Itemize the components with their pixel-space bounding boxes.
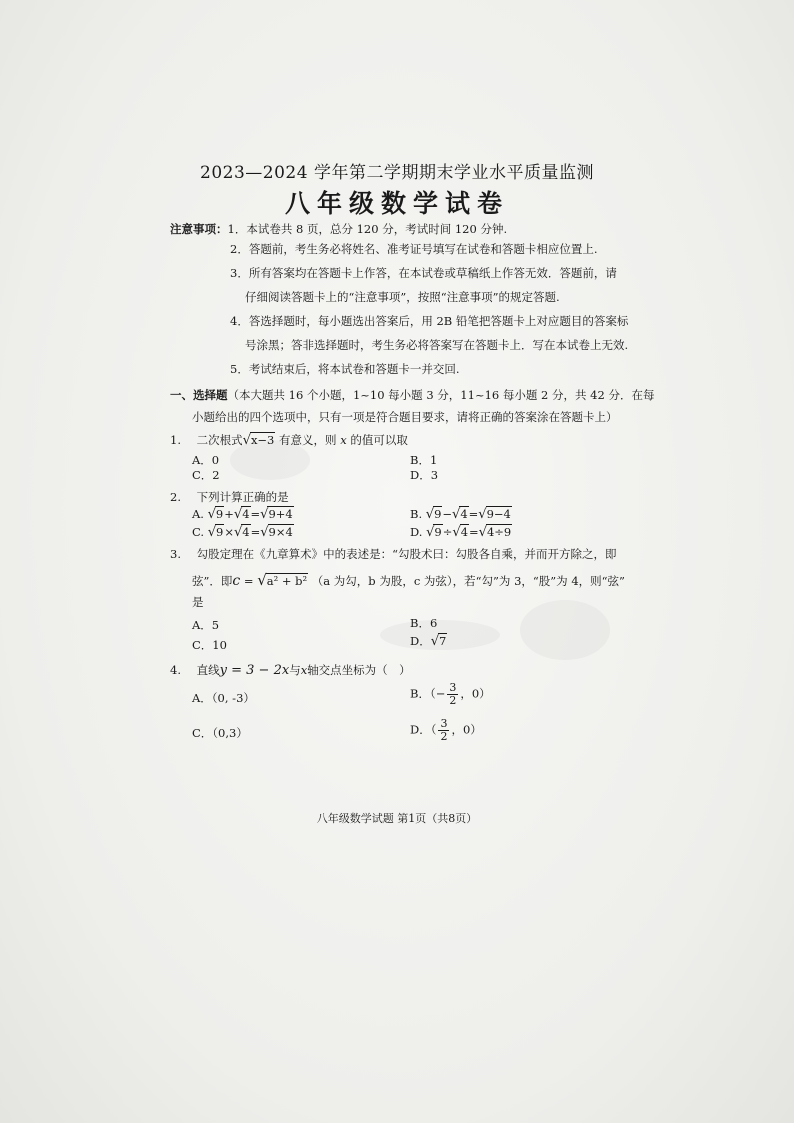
notes-block [170,217,507,241]
option-a: A．5 [192,618,220,632]
radicand: 4÷9 [486,525,512,539]
option-c: C．10 [192,638,227,652]
question-stem: 勾股定理在《九章算术》中的表述是：“勾股术曰：勾股各自乘，并而开方除之，即 [196,547,617,561]
operator: = [468,507,479,521]
section-heading [170,387,654,403]
radicand: 9×4 [268,525,293,539]
option-a: A. √9+√4=√9+4 [192,507,293,522]
section-desc: 小题给出的四个选项中，只有一项是符合题目要求，请将正确的答案涂在答题卡上） [192,410,618,424]
question-stem: 与 [289,663,301,677]
radicand: 9 [434,525,442,539]
question-number: 1. [170,433,181,447]
numerator: 3 [440,717,448,730]
option-label: D． [410,634,431,648]
formula-var: c [232,573,241,589]
section-label: 一、选择题 [170,388,228,402]
operator: × [224,525,234,539]
question-number: 4. [170,663,181,677]
option-tail: ，0） [460,686,491,701]
notes-label: 注意事项： [170,222,228,236]
operator: = [250,507,261,521]
question-stem: 的值可以取 [350,433,408,447]
radicand: 9−4 [486,507,511,521]
option-b [410,682,491,707]
question-1: 1. 二次根式√x−3 有意义，则 x 的值可以取 [170,433,408,448]
operator: + [224,507,234,521]
fraction [447,682,458,707]
question-stem: （a 为勾，b 为股，c 为弦），若“勾”为 3，“股”为 4，则“弦” [311,574,625,588]
variable: x [340,433,347,447]
operator: − [442,507,453,521]
radicand: 9 [215,507,224,521]
option-d: D. √9÷√4=√4÷9 [410,525,512,540]
question-stem: 下列计算正确的是 [196,490,289,504]
option-b: B．6 [410,616,438,630]
question-stem: 直线 [196,663,220,677]
question-3-line: 弦”．即c = √a² + b² （a 为勾，b 为股，c 为弦），若“勾”为 3，“股”为 4，则“弦” [192,571,625,589]
option-label: B．（ [410,686,436,701]
option-c: C. √9×√4=√9×4 [192,525,293,540]
note-item: 3．所有答案均在答题卡上作答，在本试卷或草稿纸上作答无效．答题前，请 [230,266,617,280]
scan-smudge [520,600,610,660]
note-item: 仔细阅读答题卡上的“注意事项”，按照“注意事项”的规定答题. [245,290,560,304]
question-stem: 是 [192,595,204,609]
note-item: 号涂黑；答非选择题时，考生务必将答案写在答题卡上．写在本试卷上无效. [245,338,629,352]
question-number: 2. [170,490,181,504]
denominator: 2 [440,730,448,743]
fraction [438,718,449,743]
operator: = [250,525,261,539]
note-item: 2．答题前，考生务必将姓名、准考证号填写在试卷和答题卡相应位置上. [230,242,598,256]
section-desc: （本大题共 16 个小题，1~10 每小题 3 分，11~16 每小题 2 分，共 42 分．在每 [227,388,655,402]
numerator: 3 [449,681,457,694]
option-tail: ，0） [451,722,482,737]
option-label: D．（ [410,722,437,737]
option-c: C．2 [192,468,220,482]
radicand: 9 [216,525,224,539]
question-number: 3. [170,547,181,561]
question-stem: 弦”．即 [192,574,233,588]
operator: = [469,525,479,539]
radicand: 9 [434,507,442,521]
radicand: 7 [439,634,447,648]
radicand: 4 [460,507,468,521]
option-b: B．1 [410,453,438,467]
option-c: C．（0,3） [192,726,248,740]
option-a: A．（0, -3） [192,691,255,705]
question-stem: 二次根式 [196,433,243,447]
page-footer: 八年级数学试题 第1页（共8页） [316,812,478,825]
option-d [410,718,482,743]
option-b: B. √9−√4=√9−4 [410,507,511,522]
note-item: 1．本试卷共 8 页，总分 120 分，考试时间 120 分钟. [227,222,508,236]
question-3 [170,546,617,562]
option-d: D．√7 [410,634,447,649]
radicand: 4 [242,525,250,539]
operator: ÷ [442,525,453,539]
option-label: A. [192,507,204,521]
equation: y = 3 − 2x [219,663,290,678]
radicand: 4 [242,507,250,521]
note-item: 5．考试结束后，将本试卷和答题卡一并交回. [230,362,460,376]
radicand: a² + b² [266,574,308,588]
variable: x [300,663,308,677]
denominator: 2 [449,694,457,707]
question-4 [170,662,411,678]
option-label: D. [410,525,423,539]
question-stem: 轴交点坐标为（ ） [307,663,411,677]
option-label: C. [192,525,205,539]
option-d: D．3 [410,468,439,482]
radicand: 9+4 [268,507,293,521]
note-item: 4．答选择题时，每小题选出答案后，用 2B 铅笔把答题卡上对应题目的答案标 [230,314,629,328]
option-label: B. [410,507,423,521]
radicand: x−3 [250,433,275,447]
exam-subtitle: 2023—2024 学年第二学期期末学业水平质量监测 [200,163,594,183]
question-2 [170,489,289,505]
question-stem: 有意义，则 [279,433,337,447]
radicand: 4 [460,525,469,539]
exam-title: 八年级数学试卷 [284,189,509,218]
option-a: A．0 [192,453,220,467]
operator: − [435,686,446,701]
